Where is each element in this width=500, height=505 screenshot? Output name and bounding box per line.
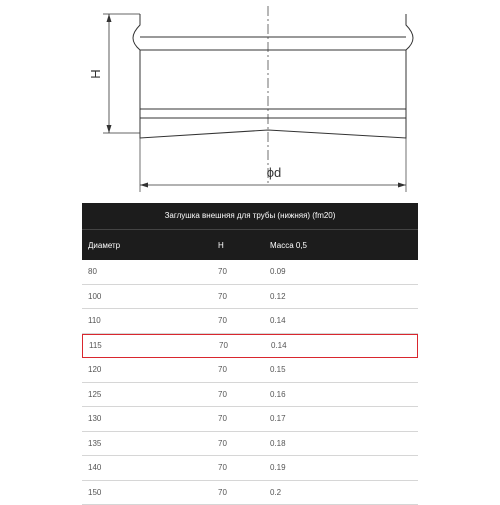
- diameter-arrow-left: [140, 183, 148, 188]
- cell-mass: 0.17: [270, 414, 418, 423]
- table-row: [82, 358, 418, 383]
- cell-diameter: 150: [82, 488, 218, 497]
- diameter-label: ϕd: [267, 165, 282, 180]
- cell-mass: 0.12: [270, 292, 418, 301]
- cell-height: 70: [218, 463, 270, 472]
- cell-mass: 0.19: [270, 463, 418, 472]
- height-label: H: [88, 69, 103, 78]
- cell-diameter: 115: [83, 341, 219, 350]
- cap-outline: [133, 14, 413, 138]
- cell-diameter: 80: [82, 267, 218, 276]
- height-arrow-top: [107, 14, 112, 22]
- cell-diameter: 125: [82, 390, 218, 399]
- cell-height: 70: [218, 292, 270, 301]
- cell-mass: 0.14: [270, 316, 418, 325]
- column-header-height: H: [218, 241, 270, 250]
- table-row: [82, 309, 418, 334]
- cell-height: 70: [218, 390, 270, 399]
- cell-height: 70: [218, 488, 270, 497]
- technical-drawing: [0, 0, 500, 200]
- cell-diameter: 110: [82, 316, 218, 325]
- column-header-mass: Масса 0,5: [270, 241, 418, 250]
- table-row: [82, 432, 418, 457]
- table-row: [82, 456, 418, 481]
- cell-diameter: 120: [82, 365, 218, 374]
- cell-diameter: 140: [82, 463, 218, 472]
- cell-diameter: 135: [82, 439, 218, 448]
- cell-mass: 0.09: [270, 267, 418, 276]
- table-row: [82, 481, 418, 505]
- cell-height: 70: [219, 341, 271, 350]
- cell-height: 70: [218, 267, 270, 276]
- cell-mass: 0.15: [270, 365, 418, 374]
- spec-table: [82, 203, 418, 505]
- cell-height: 70: [218, 439, 270, 448]
- cell-diameter: 100: [82, 292, 218, 301]
- cell-height: 70: [218, 365, 270, 374]
- height-arrow-bottom: [107, 125, 112, 133]
- table-row: [82, 407, 418, 432]
- cell-mass: 0.14: [271, 341, 417, 350]
- table-body: [82, 260, 418, 505]
- column-header-diameter: Диаметр: [82, 241, 218, 250]
- cell-height: 70: [218, 316, 270, 325]
- table-row: [82, 260, 418, 285]
- table-row: [82, 334, 418, 359]
- cell-mass: 0.2: [270, 488, 418, 497]
- diameter-arrow-right: [398, 183, 406, 188]
- table-title: Заглушка внешняя для трубы (нижняя) (fm20): [82, 203, 418, 229]
- cell-mass: 0.16: [270, 390, 418, 399]
- cell-mass: 0.18: [270, 439, 418, 448]
- table-header-row: [82, 229, 418, 260]
- cell-diameter: 130: [82, 414, 218, 423]
- table-row: [82, 285, 418, 310]
- cell-height: 70: [218, 414, 270, 423]
- table-row: [82, 383, 418, 408]
